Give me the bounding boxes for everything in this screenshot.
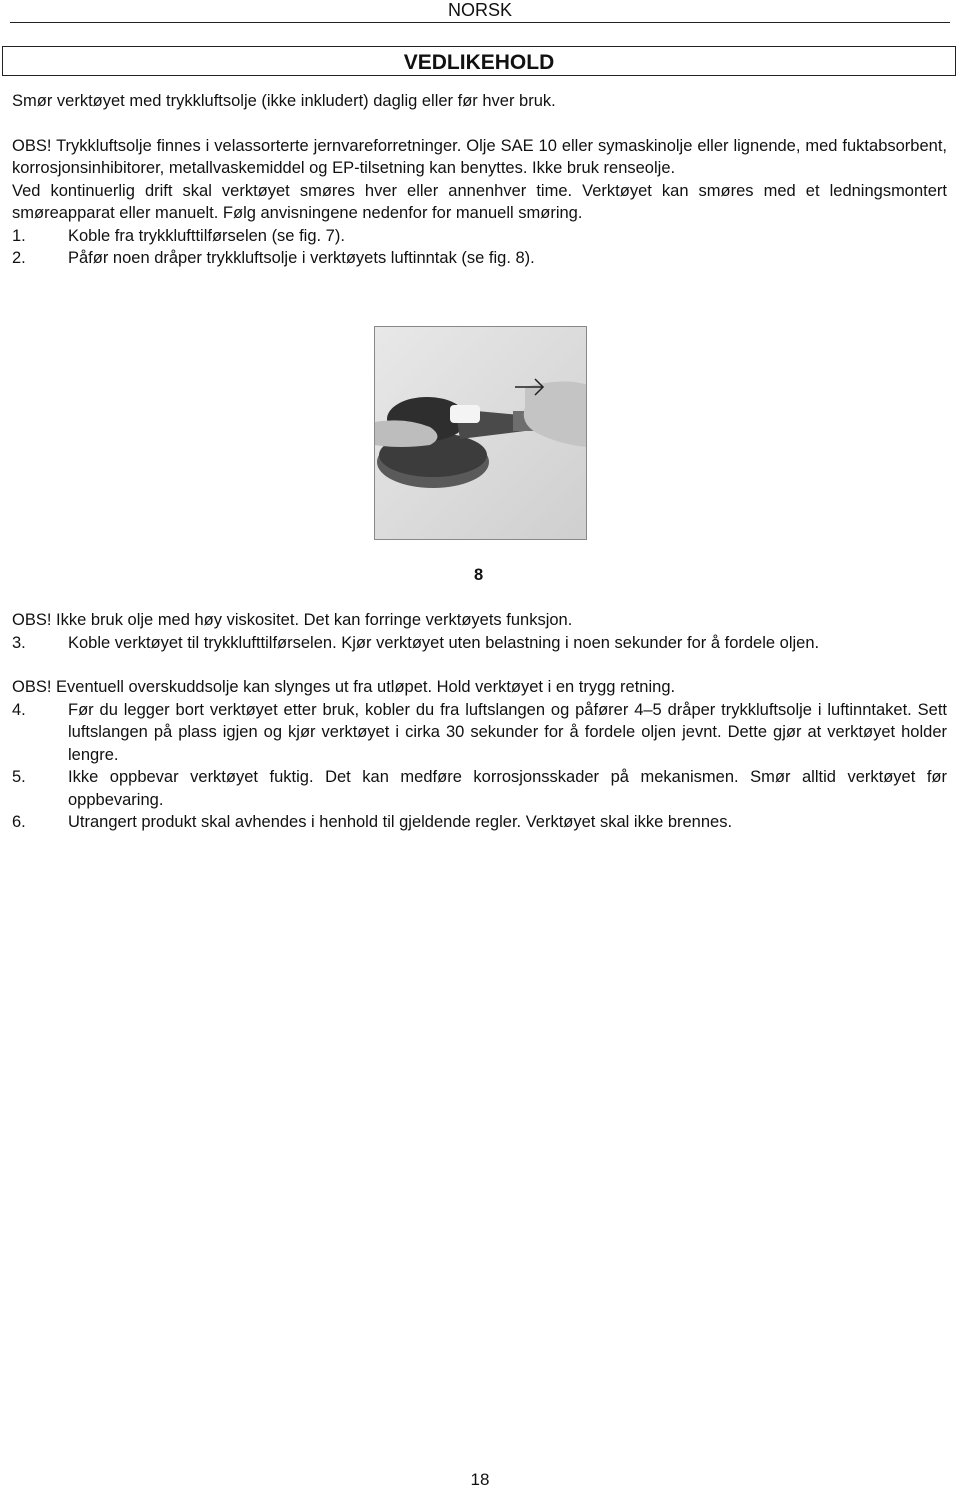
list-number: 2. <box>12 249 26 267</box>
sander-photo-illustration <box>375 327 587 540</box>
list-item <box>12 225 947 248</box>
list-item <box>12 632 947 655</box>
list-number: 6. <box>12 813 26 831</box>
list-number: 4. <box>12 700 26 719</box>
list-item <box>12 247 947 270</box>
list-number: 1. <box>12 226 26 245</box>
figure-sander-oiling-photo <box>374 326 587 540</box>
top-text-block <box>12 90 947 270</box>
section-title: VEDLIKEHOLD <box>403 51 555 74</box>
list-number: 3. <box>12 633 26 652</box>
list-item <box>12 766 947 811</box>
list-number: 5. <box>12 768 26 786</box>
obs-label: OBS! <box>12 136 52 155</box>
list-text: Koble fra trykklufttilførselen (se fig. 7). <box>68 226 345 245</box>
header-language: NORSK <box>447 0 512 20</box>
obs-text: Eventuell overskuddsolje kan slynges ut fra utløpet. Hold verktøyet i en trygg retning. <box>51 678 676 696</box>
obs-paragraph-excess-oil <box>12 676 947 699</box>
obs-text: Ikke bruk olje med høy viskositet. Det kan forringe verktøyets funksjon. <box>51 611 573 629</box>
header-divider <box>10 22 950 23</box>
list-text: Før du legger bort verktøyet etter bruk, kobler du fra luftslangen og påfører 4–5 dråper trykkluftsolje i luftinntaket. Sett luftslangen på plass igjen og kjør verktøyet i cirka 30 sekunder for å fordele oljen jevnt. Dette gjør at verktøyet holder lengre. <box>68 700 947 764</box>
list-text: Påfør noen dråper trykkluftsolje i verktøyets luftinntak (se fig. 8). <box>68 249 535 267</box>
obs-label: OBS! <box>12 678 52 696</box>
obs-paragraph-oil <box>12 135 947 180</box>
obs-paragraph-viscosity <box>12 609 947 632</box>
obs-text: Trykkluftsolje finnes i velassorterte jernvareforretninger. Olje SAE 10 eller symaskinolje eller lignende, med fuktabsorbent, korrosjonsinhibitorer, metallvaskemiddel og EP-tilsetning kan benyttes. Ikke bruk renseolje. <box>12 136 947 177</box>
continuous-operation-paragraph: Ved kontinuerlig drift skal verktøyet smøres hver eller annenhver time. Verktøyet kan smøres med et ledningsmontert smøreapparat eller manuelt. Følg anvisningene nedenfor for manuell smøring. <box>12 181 947 222</box>
list-item <box>12 811 947 834</box>
bottom-text-block <box>12 609 947 834</box>
list-text: Ikke oppbevar verktøyet fuktig. Det kan medføre korrosjonsskader på mekanismen. Smør alltid verktøyet før oppbevaring. <box>68 768 947 809</box>
intro-paragraph: Smør verktøyet med trykkluftsolje (ikke inkludert) daglig eller før hver bruk. <box>12 92 556 110</box>
list-text: Utrangert produkt skal avhendes i henhold til gjeldende regler. Verktøyet skal ikke brennes. <box>68 813 733 831</box>
obs-label: OBS! <box>12 611 52 629</box>
section-title-box <box>2 46 956 76</box>
list-item <box>12 699 947 767</box>
page-number: 18 <box>470 1470 490 1489</box>
list-text: Koble verktøyet til trykklufttilførselen. Kjør verktøyet uten belastning i noen sekunder for å fordele oljen. <box>68 633 820 652</box>
figure-number: 8 <box>474 566 484 584</box>
